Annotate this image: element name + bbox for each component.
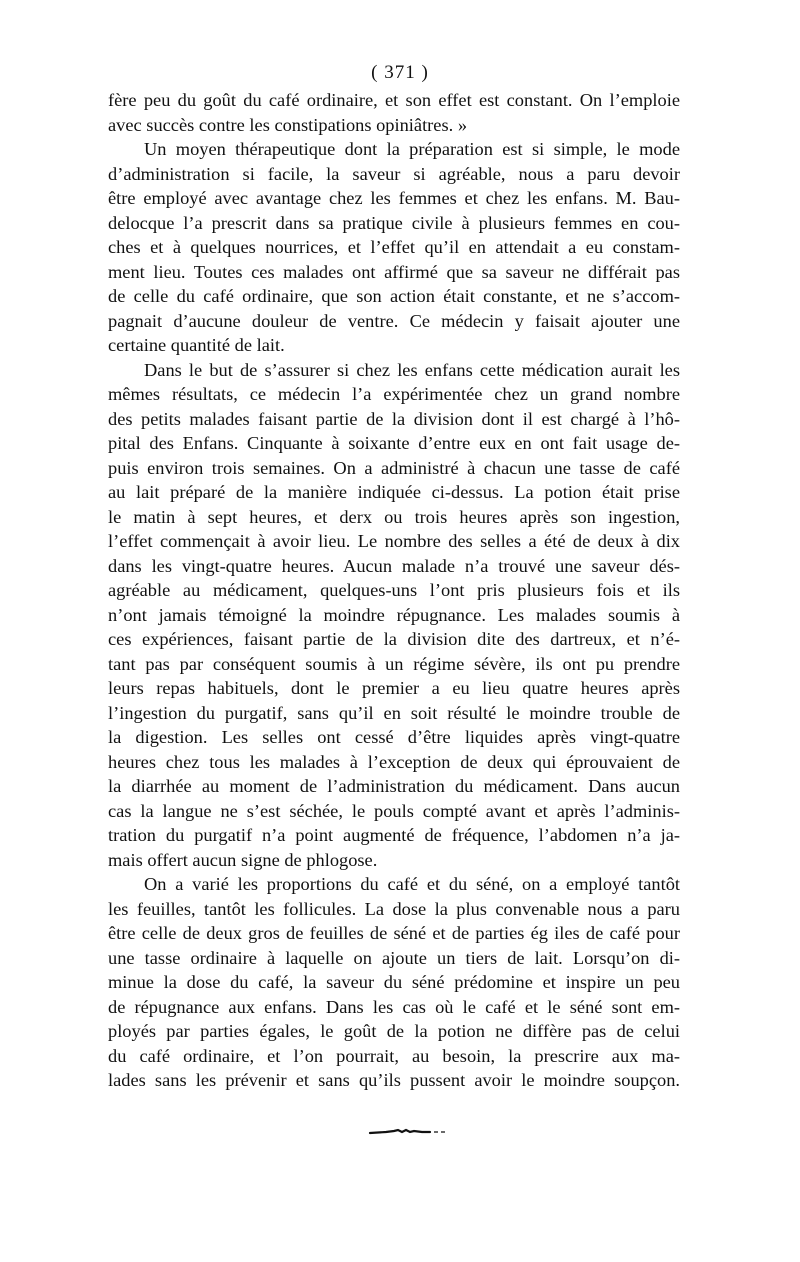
- text-line: mais offert aucun signe de phlogose.: [108, 849, 378, 870]
- text-line: au lait préparé de la manière indiquée ci-dessus. La potion était prise: [108, 482, 680, 502]
- text-line: la diarrhée au moment de l’administration du médicament. Dans aucun: [108, 776, 680, 796]
- text-line: ployés par parties égales, le goût de la potion ne diffère pas de celui: [108, 1021, 680, 1041]
- text-line: être celle de deux gros de feuilles de séné et de parties ég iles de café pour: [108, 923, 680, 943]
- text-line: les feuilles, tantôt les follicules. La dose la plus convenable nous a paru: [108, 898, 680, 919]
- text-line: des petits malades faisant partie de la division dont il est chargé à l’hô-: [108, 408, 680, 429]
- text-line: puis environ trois semaines. On a administré à chacun une tasse de café: [108, 457, 680, 478]
- text-line: cas la langue ne s’est séchée, le pouls compté avant et après l’adminis-: [108, 800, 680, 821]
- body-text: [108, 88, 680, 1093]
- text-line: avec succès contre les constipations opiniâtres. »: [108, 114, 468, 135]
- text-line: de celle du café ordinaire, que son action était constante, et ne s’accom-: [108, 286, 680, 306]
- text-line: une tasse ordinaire à laquelle on ajoute un tiers de lait. Lorsqu’on di-: [108, 947, 680, 968]
- text-line: du café ordinaire, et l’on pourrait, au besoin, la prescrire aux ma-: [108, 1045, 680, 1066]
- text-line: l’effet commençait à avoir lieu. Le nombre des selles a été de deux à dix: [108, 531, 680, 551]
- text-line: Dans le but de s’assurer si chez les enfans cette médication aurait les: [144, 359, 680, 380]
- text-line: Un moyen thérapeutique dont la préparation est si simple, le mode: [144, 139, 680, 159]
- text-line: de répugnance aux enfans. Dans les cas où le café et le séné sont em-: [108, 996, 680, 1017]
- text-line: pital des Enfans. Cinquante à soixante d’entre eux en ont fait usage de-: [108, 433, 680, 453]
- page-number: ( 371 ): [371, 62, 429, 83]
- text-line: minue la dose du café, la saveur du séné prédomine et inspire un peu: [108, 972, 680, 992]
- text-line: tant pas par conséquent soumis à un régime sévère, ils ont pu prendre: [108, 653, 680, 674]
- text-line: lades sans les prévenir et sans qu’ils pussent avoir le moindre soupçon.: [108, 1070, 680, 1090]
- text-line: ches et à quelques nourrices, et l’effet qu’il en attendait a eu constam-: [108, 237, 680, 257]
- text-line: delocque l’a prescrit dans sa pratique civile à plusieurs femmes en cou-: [108, 212, 680, 233]
- text-line: l’ingestion du purgatif, sans qu’il en soit résulté le moindre trouble de: [108, 702, 680, 723]
- text-line: ces expériences, faisant partie de la division dite des dartreux, et n’é-: [108, 629, 680, 649]
- text-line: mêmes résultats, ce médecin l’a expérimentée chez un grand nombre: [108, 384, 680, 404]
- text-line: ment lieu. Toutes ces malades ont affirmé que sa saveur ne différait pas: [108, 261, 680, 282]
- text-line: dans les vingt-quatre heures. Aucun malade n’a trouvé une saveur dés-: [108, 555, 680, 576]
- text-line: On a varié les proportions du café et du séné, on a employé tantôt: [144, 874, 680, 894]
- text-line: n’ont jamais témoigné la moindre répugnance. Les malades soumis à: [108, 604, 680, 625]
- text-line: pagnait d’aucune douleur de ventre. Ce médecin y faisait ajouter une: [108, 310, 680, 331]
- decorative-rule-icon: [368, 1124, 448, 1134]
- text-line: leurs repas habituels, dont le premier a eu lieu quatre heures après: [108, 678, 680, 698]
- text-line: d’administration si facile, la saveur si agréable, nous a paru devoir: [108, 163, 680, 184]
- text-line: le matin à sept heures, et derx ou trois heures après son ingestion,: [108, 506, 680, 527]
- text-line: agréable au médicament, quelques-uns l’ont pris plusieurs fois et ils: [108, 580, 680, 600]
- text-line: être employé avec avantage chez les femmes et chez les enfans. M. Bau-: [108, 188, 680, 208]
- text-line: la digestion. Les selles ont cessé d’être liquides après vingt-quatre: [108, 727, 680, 747]
- text-line: fère peu du goût du café ordinaire, et son effet est constant. On l’emploie: [108, 90, 680, 110]
- text-line: tration du purgatif n’a point augmenté de fréquence, l’abdomen n’a ja-: [108, 825, 680, 845]
- text-line: certaine quantité de lait.: [108, 335, 285, 355]
- text-line: heures chez tous les malades à l’exception de deux qui éprouvaient de: [108, 751, 680, 772]
